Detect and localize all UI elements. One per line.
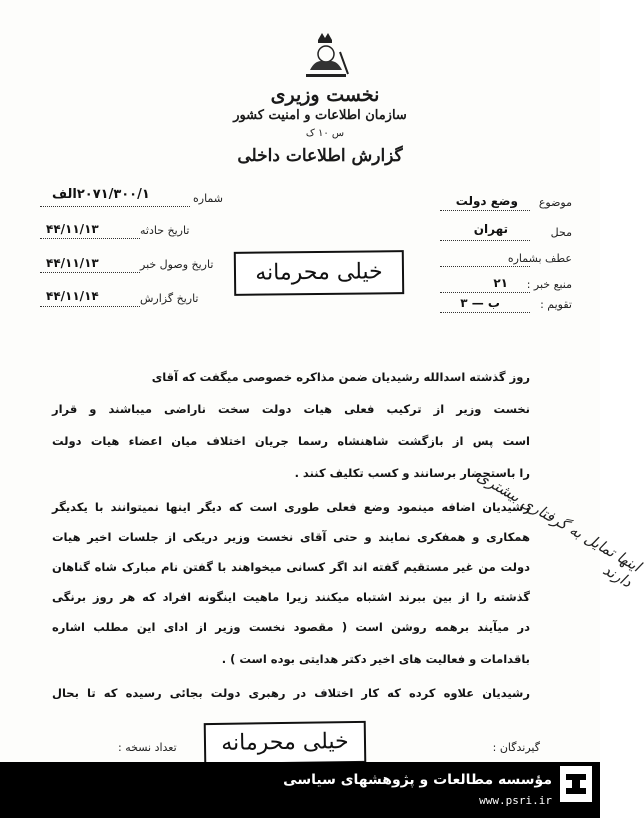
emblem-icon [296, 30, 354, 80]
body-line-5: رشیدیان اضافه مینمود وضع فعلی طوری است که دیگر اینها نمیتوانند با یکدیگر [52, 500, 530, 514]
event-date-value: ۴۴/۱۱/۱۳ [46, 222, 99, 236]
recipients-label: گیرندگان : [492, 741, 540, 754]
subject-value: وضع دولت [455, 194, 518, 208]
assessment-value: ب — ۳ [460, 296, 500, 310]
body-line-6: همکاری و همفکری نمایند و حتی آقای نخست وزیر دریکی از جلسات اخیر هیات [52, 530, 530, 544]
body-line-11: رشیدیان علاوه کرده که کار اختلاف در رهبری دولت بجائی رسیده که تا بحال [52, 686, 530, 700]
body-line-4: را باستحضار برسانند و کسب تکلیف کنند . [294, 466, 530, 480]
received-date-value: ۴۴/۱۱/۱۳ [46, 256, 99, 270]
copies-label: تعداد نسخه : [118, 741, 177, 754]
classification-stamp-bottom: خیلی محرمانه [204, 721, 367, 765]
report-title: گزارش اطلاعات داخلی [237, 146, 403, 166]
institute-footer [0, 762, 600, 818]
event-date-label: تاریخ حادثه [140, 224, 190, 237]
assessment-label: تقویم : [540, 298, 572, 311]
reference-code: س ۱۰ ک [305, 128, 345, 139]
received-date-label: تاریخ وصول خبر [140, 258, 214, 271]
report-date-value: ۴۴/۱۱/۱۴ [46, 289, 99, 303]
organization-title: سازمان اطلاعات و امنیت کشور [233, 108, 407, 123]
body-line-7: دولت من غیر مستقیم گفته اند اگر کسانی میخواهند با گفتن نام مبارک شاه گناهان [52, 560, 530, 574]
body-line-8: گذشته را از بین ببرند اشتباه میکنند زیرا ماهیت اینگونه افراد که هر روز برنگی [52, 590, 530, 604]
location-value: تهران [473, 222, 508, 236]
institute-url[interactable]: www.psri.ir [479, 794, 552, 807]
ministry-title: نخست وزیری [270, 84, 380, 106]
source-label: منبع خبر : [526, 278, 572, 291]
institute-logo-icon [560, 766, 592, 802]
number-value: ۲۰۷۱/۳۰۰/۱الف [52, 187, 150, 202]
location-label: محل [550, 226, 572, 239]
body-line-10: باقدامات و فعالیت های اخیر دکتر هدایتی بوده است ) . [221, 652, 530, 666]
subject-label: موضوع [538, 196, 572, 209]
source-value: ۲۱ [493, 276, 508, 290]
handwritten-note: اینها تمایل به گرفتاری بیشتری دارند [474, 467, 644, 592]
number-label: شماره [193, 192, 224, 205]
body-line-1: روز گذشته اسدالله رشیدیان ضمن مذاکره خصوصی میگفت که آقای [151, 370, 530, 384]
reference-number-label: عطف بشماره [507, 252, 572, 265]
institute-name: مؤسسه مطالعات و پژوهشهای سیاسی [283, 772, 552, 788]
body-line-3: است پس از بازگشت شاهنشاه رسما جریان اختلاف میان اعضاء هیات دولت [52, 434, 530, 448]
body-line-2: نخست وزیر از ترکیب فعلی هیات دولت سخت ناراضی میباشند و قرار [52, 402, 530, 416]
report-date-label: تاریخ گزارش [140, 292, 199, 305]
body-line-9: در میآیند برهمه روشن است ( مقصود نخست وزیر از ادای این مطلب اشاره [52, 620, 530, 634]
classification-stamp-top: خیلی محرمانه [234, 250, 404, 296]
